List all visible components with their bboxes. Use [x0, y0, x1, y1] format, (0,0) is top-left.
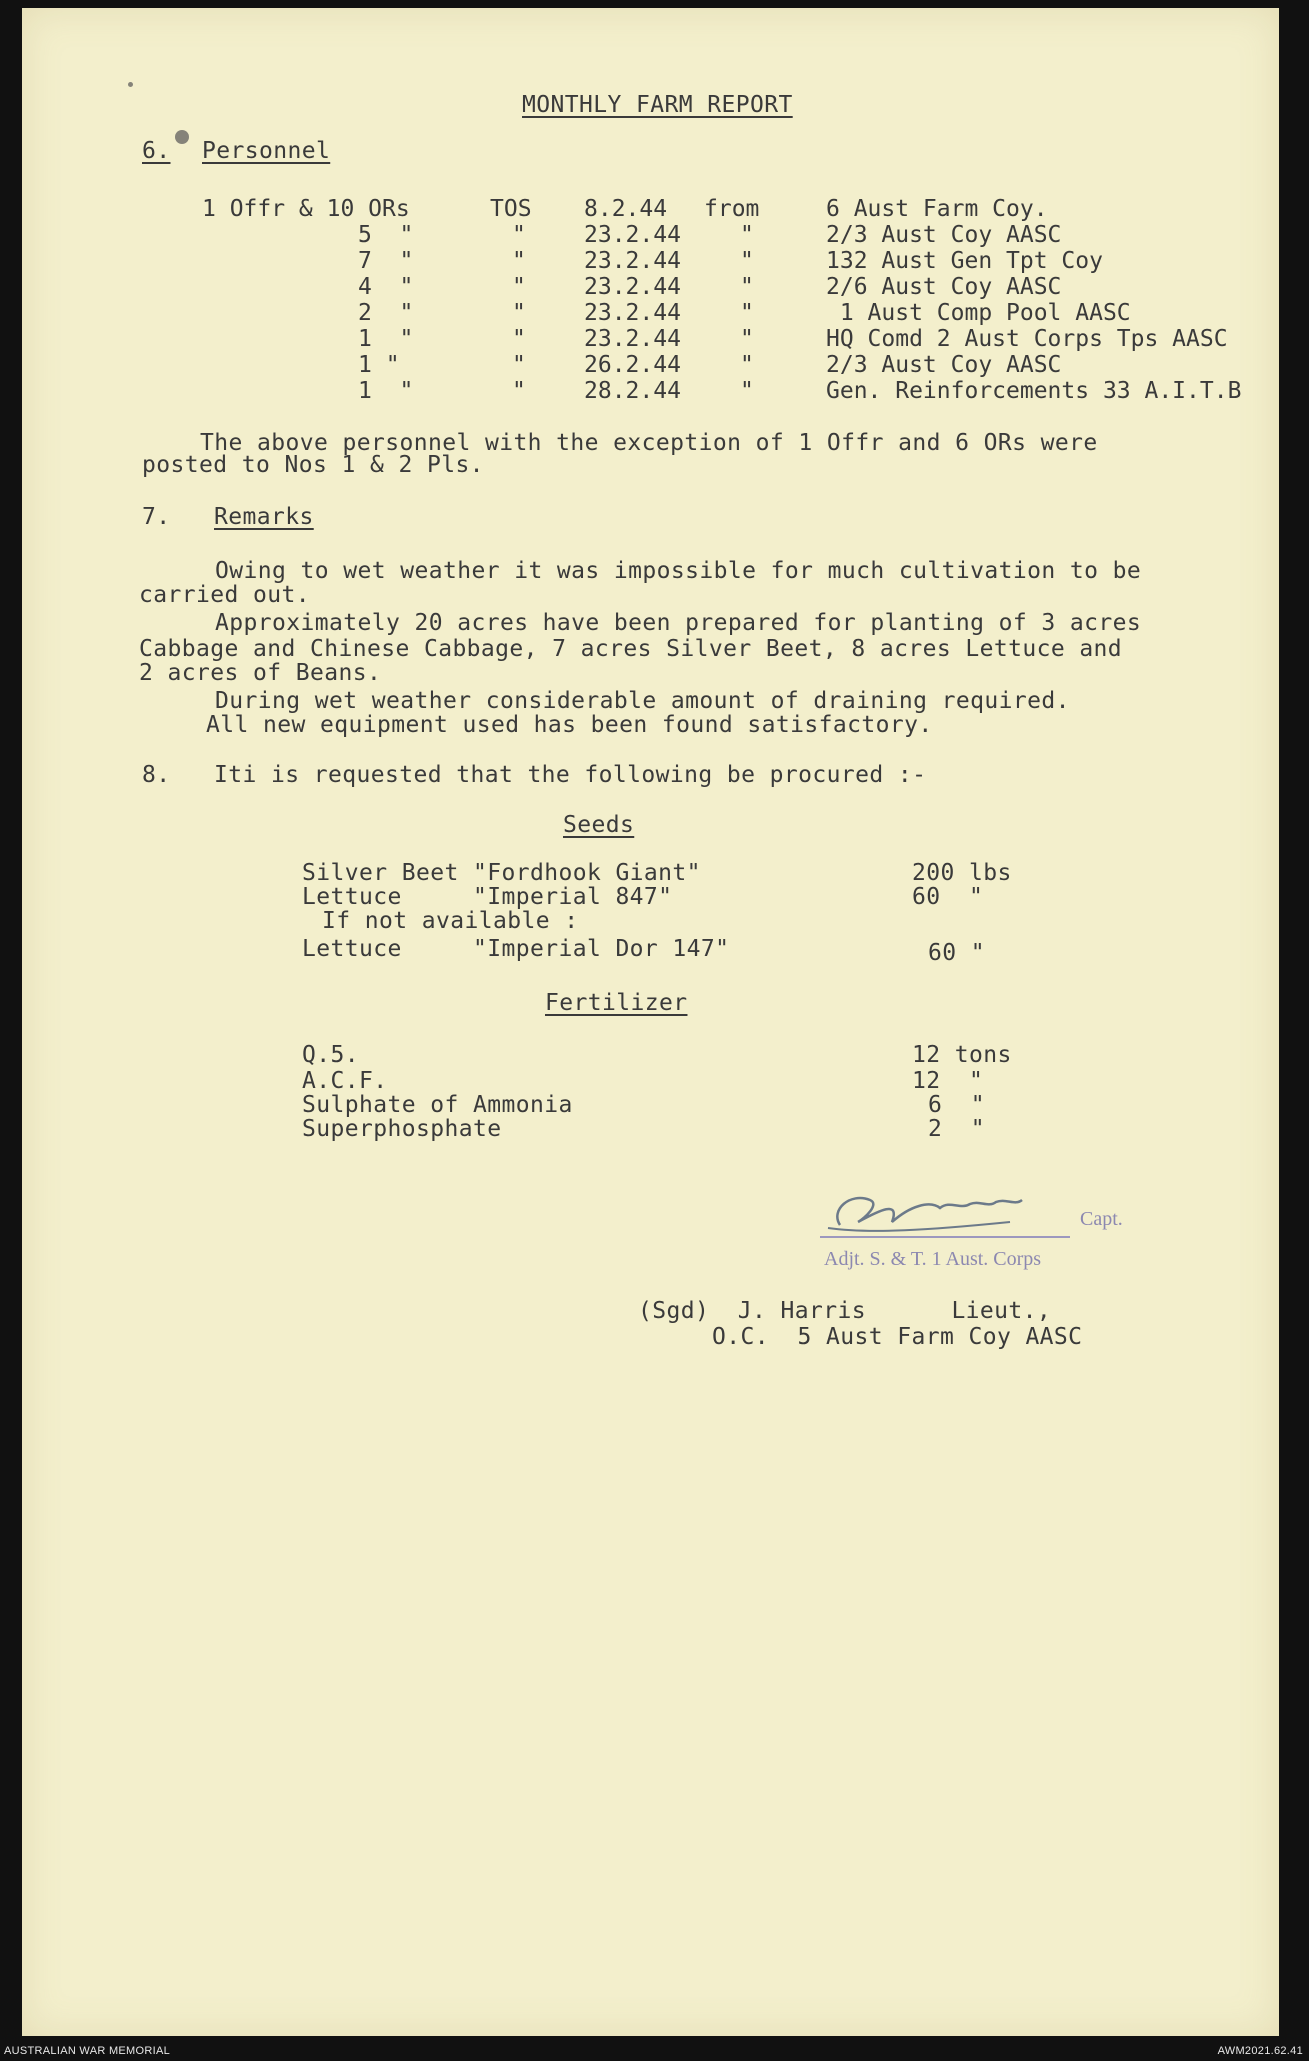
- personnel-from: ": [740, 248, 754, 274]
- personnel-from: ": [740, 300, 754, 326]
- personnel-date: 23.2.44: [584, 300, 681, 326]
- personnel-tos: ": [512, 326, 526, 352]
- personnel-row: [0, 274, 1309, 300]
- personnel-date: 23.2.44: [584, 326, 681, 352]
- personnel-date: 28.2.44: [584, 378, 681, 404]
- personnel-unit: 6 Aust Farm Coy.: [826, 196, 1048, 222]
- personnel-from: ": [740, 378, 754, 404]
- seed-item: If not available :: [322, 908, 579, 934]
- section-8-number: 8.: [142, 762, 171, 788]
- fertilizer-item: A.C.F.: [302, 1068, 388, 1094]
- personnel-from: ": [740, 352, 754, 378]
- procurement-intro: Iti is requested that the following be procured :-: [214, 762, 927, 788]
- seed-qty: 60 ": [928, 940, 985, 966]
- remarks-line: All new equipment used has been found satisfactory.: [206, 712, 933, 738]
- remarks-line: carried out.: [139, 582, 310, 608]
- personnel-date: 23.2.44: [584, 248, 681, 274]
- personnel-unit: 2/6 Aust Coy AASC: [826, 274, 1062, 300]
- handwritten-signature: [810, 1170, 1110, 1240]
- personnel-unit: 2/3 Aust Coy AASC: [826, 222, 1062, 248]
- personnel-count: 1 ": [358, 378, 414, 404]
- personnel-count: 2 ": [358, 300, 414, 326]
- personnel-row: [0, 326, 1309, 352]
- fertilizer-qty: 2 ": [928, 1116, 985, 1142]
- fertilizer-item: Sulphate of Ammonia: [302, 1092, 573, 1118]
- fertilizer-heading: Fertilizer: [545, 990, 688, 1016]
- remarks-line: Owing to wet weather it was impossible for much cultivation to be: [215, 558, 1142, 584]
- personnel-row: [0, 196, 1309, 222]
- personnel-from: from: [704, 196, 760, 222]
- personnel-row: [0, 352, 1309, 378]
- personnel-from: ": [740, 274, 754, 300]
- seed-item: Silver Beet "Fordhook Giant": [302, 860, 701, 886]
- fertilizer-qty: 12 ": [912, 1068, 984, 1094]
- stamp-rule: [820, 1236, 1070, 1238]
- fertilizer-qty: 6 ": [928, 1092, 985, 1118]
- signature-line-2: O.C. 5 Aust Farm Coy AASC: [712, 1324, 1083, 1350]
- seed-item: Lettuce "Imperial 847": [302, 884, 673, 910]
- stamp-office: Adjt. S. & T. 1 Aust. Corps: [824, 1248, 1042, 1270]
- personnel-note-line-2: posted to Nos 1 & 2 Pls.: [142, 452, 484, 478]
- personnel-date: 23.2.44: [584, 222, 681, 248]
- section-7-number: 7.: [142, 504, 171, 530]
- personnel-row: [0, 300, 1309, 326]
- personnel-row: [0, 222, 1309, 248]
- report-title: MONTHLY FARM REPORT: [522, 92, 793, 118]
- footer-accession-number: AWM2021.62.41: [1217, 2045, 1303, 2057]
- remarks-line: Approximately 20 acres have been prepared for planting of 3 acres: [215, 610, 1142, 636]
- personnel-tos: ": [512, 352, 526, 378]
- personnel-table: [0, 196, 1309, 406]
- personnel-unit: 1 Aust Comp Pool AASC: [826, 300, 1131, 326]
- fertilizer-qty: 12 tons: [912, 1042, 1012, 1068]
- personnel-tos: ": [512, 274, 526, 300]
- personnel-count: 7 ": [358, 248, 414, 274]
- personnel-date: 23.2.44: [584, 274, 681, 300]
- personnel-tos: ": [512, 300, 526, 326]
- personnel-unit: 2/3 Aust Coy AASC: [826, 352, 1062, 378]
- personnel-from: ": [740, 326, 754, 352]
- section-6-number: 6.: [142, 138, 171, 164]
- personnel-count: 4 ": [358, 274, 414, 300]
- personnel-row: [0, 248, 1309, 274]
- seed-qty: 60 ": [912, 884, 984, 910]
- fertilizer-item: Superphosphate: [302, 1116, 502, 1142]
- personnel-tos: ": [512, 222, 526, 248]
- remarks-line: During wet weather considerable amount of draining required.: [215, 688, 1070, 714]
- personnel-tos: ": [512, 248, 526, 274]
- fertilizer-item: Q.5.: [302, 1042, 359, 1068]
- personnel-unit: 132 Aust Gen Tpt Coy: [826, 248, 1103, 274]
- personnel-date: 8.2.44: [584, 196, 668, 222]
- personnel-count: 5 ": [358, 222, 414, 248]
- ink-smudge: [175, 130, 189, 144]
- seeds-heading: Seeds: [563, 812, 635, 838]
- personnel-unit: Gen. Reinforcements 33 A.I.T.B: [826, 378, 1242, 404]
- seed-item: Lettuce "Imperial Dor 147": [302, 936, 730, 962]
- personnel-from: ": [740, 222, 754, 248]
- remarks-line: Cabbage and Chinese Cabbage, 7 acres Silver Beet, 8 acres Lettuce and: [139, 636, 1123, 662]
- signature-line-1: (Sgd) J. Harris Lieut.,: [638, 1298, 1052, 1324]
- personnel-count: 1 ": [358, 352, 400, 378]
- ink-smudge: [128, 82, 133, 87]
- stamp-rank: Capt.: [1080, 1208, 1123, 1230]
- personnel-row: [0, 378, 1309, 404]
- footer-institution: AUSTRALIAN WAR MEMORIAL: [4, 2045, 171, 2057]
- personnel-unit: HQ Comd 2 Aust Corps Tps AASC: [826, 326, 1228, 352]
- seed-qty: 200 lbs: [912, 860, 1012, 886]
- section-6-heading: Personnel: [202, 138, 331, 164]
- remarks-line: 2 acres of Beans.: [139, 660, 382, 686]
- personnel-tos: TOS: [490, 196, 532, 222]
- adjutant-stamp: [810, 1170, 1170, 1270]
- personnel-note-line-1: The above personnel with the exception of 1 Offr and 6 ORs were: [200, 430, 1098, 456]
- personnel-tos: ": [512, 378, 526, 404]
- personnel-count: 1 ": [358, 326, 414, 352]
- section-7-heading: Remarks: [214, 504, 314, 530]
- personnel-date: 26.2.44: [584, 352, 681, 378]
- personnel-count: 1 Offr & 10 ORs: [202, 196, 410, 222]
